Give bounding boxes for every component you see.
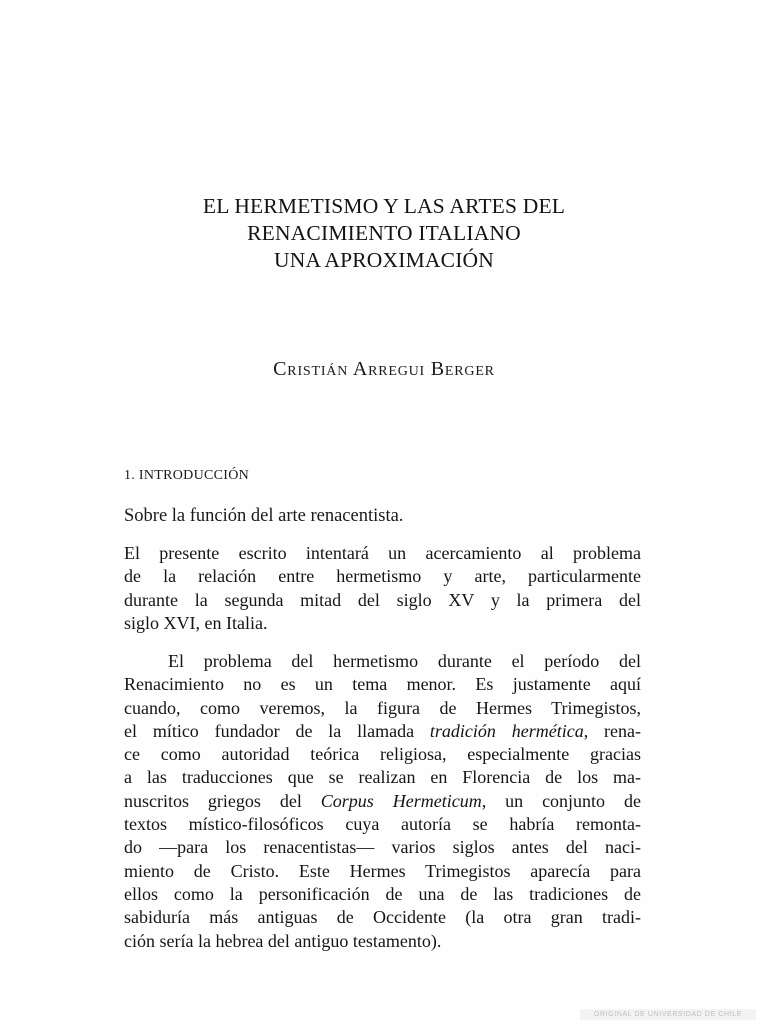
text-run: el mítico fundador de la llamada	[124, 720, 430, 741]
paragraph-line	[124, 860, 641, 883]
paragraph-line	[124, 542, 641, 565]
paragraph-line	[124, 836, 641, 859]
title-line-1: EL HERMETISMO Y LAS ARTES DEL	[202, 194, 566, 218]
author-name: Cristián Arregui Berger	[273, 358, 495, 380]
paragraph-line	[124, 930, 641, 953]
paragraph-line	[124, 766, 641, 789]
text-run: cuando, como veremos, la figura de Hermes Trimegistos,	[124, 697, 641, 718]
paragraph-1	[124, 542, 641, 635]
text-run: El presente escrito intentará un acercamiento al problema	[124, 543, 641, 563]
text-run: El problema del hermetismo durante el período del	[168, 651, 641, 671]
text-run: nuscritos griegos del	[124, 790, 321, 811]
text-run: textos místico-filosóficos cuya autoría se habría remonta-	[124, 814, 641, 835]
text-run: durante la segunda mitad del siglo XV y la primera del	[124, 589, 641, 610]
text-run: siglo XVI, en Italia.	[124, 612, 268, 633]
text-run: Renacimiento no es un tema menor. Es justamente aquí	[124, 674, 641, 695]
paragraph-line	[124, 743, 641, 766]
paragraph-line	[124, 612, 641, 635]
paragraph-line	[124, 720, 641, 743]
text-run: , rena-	[583, 720, 641, 741]
paragraph-line	[124, 589, 641, 612]
italic-term: Corpus Hermeticum	[320, 790, 482, 811]
title-line-3: UNA APROXIMACIÓN	[273, 248, 495, 272]
paragraph-line	[124, 813, 641, 836]
title-line-2: RENACIMIENTO ITALIANO	[247, 221, 521, 245]
text-run: do —para los renacentistas— varios siglos antes del naci-	[124, 837, 641, 858]
italic-term: tradición hermética	[429, 720, 584, 741]
paragraph-line	[124, 906, 641, 929]
section-subtitle: Sobre la función del arte renacentista.	[124, 506, 404, 526]
text-run: ción sería la hebrea del antiguo testamento).	[124, 930, 442, 951]
text-run: de la relación entre hermetismo y arte, particularmente	[124, 566, 641, 587]
text-run: ellos como la personificación de una de las tradiciones de	[124, 883, 641, 904]
paragraph-2	[124, 650, 641, 953]
text-run: , un conjunto de	[481, 790, 641, 811]
text-run: ce como autoridad teórica religiosa, especialmente gracias	[124, 744, 641, 765]
section-heading: 1. INTRODUCCIÓN	[124, 468, 250, 483]
text-run: miento de Cristo. Este Hermes Trimegistos aparecía para	[124, 860, 641, 881]
paragraph-line	[124, 650, 641, 673]
paragraph-line	[124, 790, 641, 813]
paragraph-line	[124, 697, 641, 720]
paragraph-line	[124, 565, 641, 588]
paragraph-line	[124, 883, 641, 906]
library-watermark: ORIGINAL DE UNIVERSIDAD DE CHILE	[580, 1009, 756, 1020]
text-run: sabiduría más antiguas de Occidente (la otra gran tradi-	[124, 907, 641, 928]
paragraph-line	[124, 673, 641, 696]
article-title	[0, 193, 768, 274]
text-run: a las traducciones que se realizan en Florencia de los ma-	[124, 767, 641, 788]
